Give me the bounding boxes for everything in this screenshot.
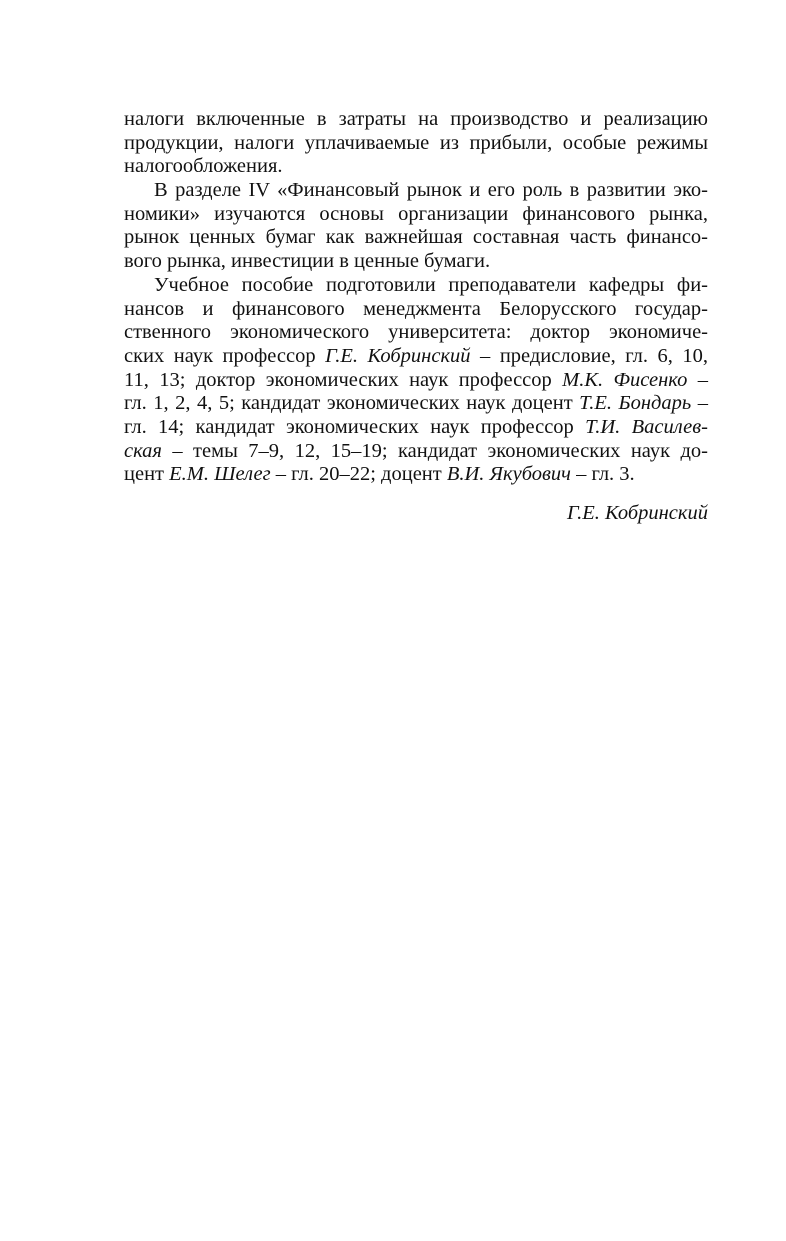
paragraph-3-line	[124, 369, 708, 393]
text-segment: нансов и финансового менеджмента Белорусского государ-	[124, 297, 708, 320]
paragraph-1-line	[124, 108, 708, 132]
paragraph-1-line	[124, 132, 708, 156]
text-segment: –	[687, 368, 709, 391]
paragraph-2-line	[124, 179, 708, 203]
text-segment: – предисловие, гл. 6, 10,	[470, 344, 708, 367]
text-segment: рынок ценных бумаг как важнейшая составная часть финансо-	[124, 226, 708, 249]
text-segment: ственного экономического университета: доктор экономиче-	[124, 321, 708, 344]
paragraph-3-line	[124, 440, 708, 464]
paragraph-3-line	[124, 274, 708, 298]
text-segment: – гл. 3.	[570, 463, 635, 486]
text-segment: Учебное пособие подготовили преподаватели кафедры фи-	[154, 273, 708, 296]
paragraph-2-line	[124, 203, 708, 227]
paragraph-3-line	[124, 416, 708, 440]
author-name: Е.М. Шелег	[169, 463, 271, 486]
paragraph-3-line	[124, 345, 708, 369]
text-segment: гл. 1, 2, 4, 5; кандидат экономических наук доцент	[124, 392, 580, 415]
paragraph-3-line	[124, 298, 708, 322]
paragraph-2-line	[124, 226, 708, 250]
author-name: М.К. Фисенко	[562, 368, 688, 391]
text-segment: –	[691, 392, 709, 415]
author-name: Т.Е. Бондарь	[579, 392, 692, 415]
paragraphs	[124, 108, 708, 487]
text-segment: вого рынка, инвестиции в ценные бумаги.	[124, 250, 491, 273]
signature-text: Г.Е. Кобринский	[567, 502, 708, 524]
author-name: Г.Е. Кобринский	[325, 344, 471, 367]
signature	[124, 502, 708, 526]
text-segment: ских наук профессор	[124, 344, 326, 367]
author-name: Т.И. Василев-	[585, 415, 708, 438]
paragraph-2-line	[124, 250, 708, 274]
paragraph-3-line	[124, 321, 708, 345]
text-segment: продукции, налоги уплачиваемые из прибыли, особые режимы	[124, 131, 708, 154]
paragraph-3-line	[124, 392, 708, 416]
text-segment: – гл. 20–22; доцент	[270, 463, 447, 486]
paragraph-3-line	[124, 463, 708, 487]
text-segment: цент	[124, 463, 170, 486]
author-name: ская	[124, 439, 162, 462]
text-segment: 11, 13; доктор экономических наук профессор	[124, 368, 563, 391]
document-body	[124, 108, 708, 526]
text-segment: – темы 7–9, 12, 15–19; кандидат экономических наук до-	[161, 439, 708, 462]
text-segment: номики» изучаются основы организации финансового рынка,	[124, 202, 708, 225]
text-segment: налогообложения.	[124, 155, 283, 178]
text-segment: налоги включенные в затраты на производство и реализацию	[124, 108, 708, 130]
author-name: В.И. Якубович	[446, 463, 571, 486]
paragraph-1-line	[124, 155, 708, 179]
text-segment: В разделе IV «Финансовый рынок и его роль в развитии эко-	[154, 179, 708, 202]
text-segment: гл. 14; кандидат экономических наук профессор	[124, 415, 586, 438]
